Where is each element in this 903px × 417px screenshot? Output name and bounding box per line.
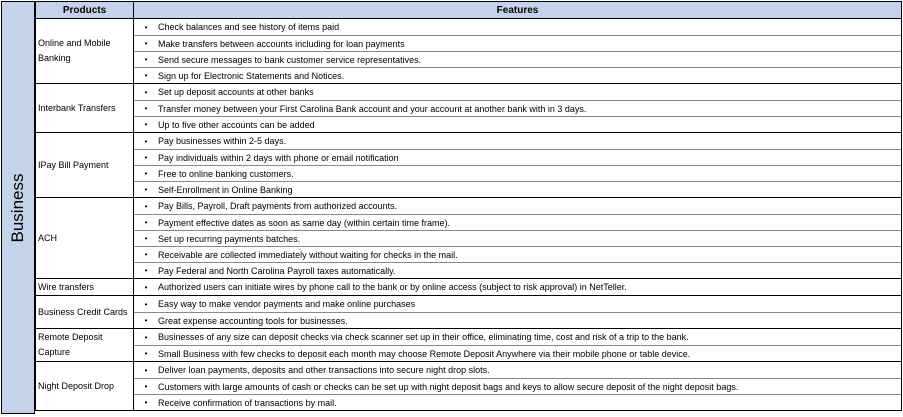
table-row <box>36 329 902 362</box>
business-side-label-box <box>1 1 35 414</box>
feature-text: Businesses of any size can deposit checks via check scanner set up in their office, eliminating time, cost and risk of a trip to the bank. <box>158 332 689 342</box>
feature-item <box>134 312 901 328</box>
feature-text: Pay businesses within 2-5 days. <box>158 136 287 146</box>
feature-item <box>134 133 901 149</box>
products-column-header: Products <box>36 2 134 19</box>
product-name-cell: Business Credit Cards <box>36 296 134 329</box>
feature-text: Great expense accounting tools for businesses. <box>158 315 348 326</box>
feature-item <box>134 378 901 394</box>
feature-item <box>134 329 901 345</box>
table-row <box>36 279 902 296</box>
feature-text: Receivable are collected immediately without waiting for checks in the mail. <box>158 249 458 260</box>
product-name-cell: Online and Mobile Banking <box>36 19 134 84</box>
feature-text: Small Business with few checks to deposit each month may choose Remote Deposit Anywhere via their mobile phone or table device. <box>158 348 691 359</box>
feature-item <box>134 19 901 35</box>
bullet-icon: • <box>144 266 148 275</box>
table-row <box>36 133 902 198</box>
feature-text: Send secure messages to bank customer service representatives. <box>158 54 422 65</box>
bullet-icon: • <box>144 218 148 227</box>
bullet-icon: • <box>144 22 148 32</box>
feature-item <box>134 230 901 246</box>
feature-text: Deliver loan payments, deposits and other transactions into secure night drop slots. <box>158 365 490 375</box>
feature-item <box>134 214 901 230</box>
table-row <box>36 362 902 411</box>
bullet-icon: • <box>144 299 148 309</box>
features-cell <box>134 329 902 362</box>
feature-text: Check balances and see history of items paid <box>158 22 340 32</box>
table-row <box>36 198 902 279</box>
feature-text: Easy way to make vendor payments and make online purchases <box>158 299 416 309</box>
bullet-icon: • <box>144 71 148 80</box>
feature-text: Sign up for Electronic Statements and Notices. <box>158 70 345 81</box>
bullet-icon: • <box>144 120 148 129</box>
bullet-icon: • <box>144 282 148 292</box>
bullet-icon: • <box>144 250 148 259</box>
bullet-icon: • <box>144 87 148 97</box>
feature-text: Transfer money between your First Carolina Bank account and your account at another bank with in 3 days. <box>158 103 587 114</box>
bullet-icon: • <box>144 185 148 194</box>
feature-text: Make transfers between accounts including for loan payments <box>158 38 405 49</box>
feature-item <box>134 198 901 214</box>
feature-text: Set up recurring payments batches. <box>158 233 301 244</box>
feature-item <box>134 246 901 262</box>
bullet-icon: • <box>144 104 148 113</box>
feature-item <box>134 262 901 278</box>
feature-text: Receive confirmation of transactions by mail. <box>158 397 337 408</box>
feature-item <box>134 165 901 181</box>
bullet-icon: • <box>144 365 148 375</box>
bullet-icon: • <box>144 398 148 407</box>
table-row <box>36 19 902 84</box>
product-name-cell: Night Deposit Drop <box>36 362 134 411</box>
product-name-cell: ACH <box>36 198 134 279</box>
feature-text: Set up deposit accounts at other banks <box>158 87 314 97</box>
feature-text: Customers with large amounts of cash or checks can be set up with night deposit bags and keys to allow secure deposit of the night deposit bags. <box>158 381 739 392</box>
features-column-header: Features <box>134 2 902 19</box>
feature-item <box>134 279 901 295</box>
features-cell <box>134 279 902 296</box>
feature-item <box>134 35 901 51</box>
feature-item <box>134 67 901 83</box>
product-name-cell: IPay Bill Payment <box>36 133 134 198</box>
feature-item <box>134 100 901 116</box>
feature-text: Pay individuals within 2 days with phone or email notification <box>158 152 399 163</box>
feature-item <box>134 345 901 361</box>
feature-item <box>134 149 901 165</box>
bullet-icon: • <box>144 382 148 391</box>
bullet-icon: • <box>144 234 148 243</box>
table-body <box>36 19 902 411</box>
bullet-icon: • <box>144 332 148 342</box>
table-row <box>36 296 902 329</box>
features-cell <box>134 198 902 279</box>
feature-text: Payment effective dates as soon as same day (within certain time frame). <box>158 217 450 228</box>
feature-text: Self-Enrollment in Online Banking <box>158 184 293 195</box>
feature-item <box>134 296 901 312</box>
feature-item <box>134 394 901 410</box>
bullet-icon: • <box>144 201 148 211</box>
bullet-icon: • <box>144 153 148 162</box>
product-name-cell: Interbank Transfers <box>36 84 134 133</box>
products-features-table <box>35 1 902 411</box>
feature-item <box>134 84 901 100</box>
features-cell <box>134 362 902 411</box>
feature-item <box>134 116 901 132</box>
feature-text: Authorized users can initiate wires by phone call to the bank or by online access (subject to risk approval) in NetTeller. <box>158 282 627 292</box>
feature-item <box>134 181 901 197</box>
bullet-icon: • <box>144 39 148 48</box>
business-side-label: Business <box>8 173 27 242</box>
feature-text: Free to online banking customers. <box>158 168 294 179</box>
product-name-cell: Wire transfers <box>36 279 134 296</box>
bullet-icon: • <box>144 169 148 178</box>
bullet-icon: • <box>144 136 148 146</box>
table-header-row <box>36 2 902 19</box>
feature-text: Pay Bills, Payroll, Draft payments from authorized accounts. <box>158 201 398 211</box>
bullet-icon: • <box>144 316 148 325</box>
product-name-cell: Remote Deposit Capture <box>36 329 134 362</box>
feature-item <box>134 51 901 67</box>
features-cell <box>134 19 902 84</box>
bullet-icon: • <box>144 55 148 64</box>
features-cell <box>134 84 902 133</box>
table-row <box>36 84 902 133</box>
feature-item <box>134 362 901 378</box>
feature-text: Up to five other accounts can be added <box>158 119 315 130</box>
features-cell <box>134 296 902 329</box>
feature-text: Pay Federal and North Carolina Payroll taxes automatically. <box>158 265 396 276</box>
features-cell <box>134 133 902 198</box>
bullet-icon: • <box>144 349 148 358</box>
